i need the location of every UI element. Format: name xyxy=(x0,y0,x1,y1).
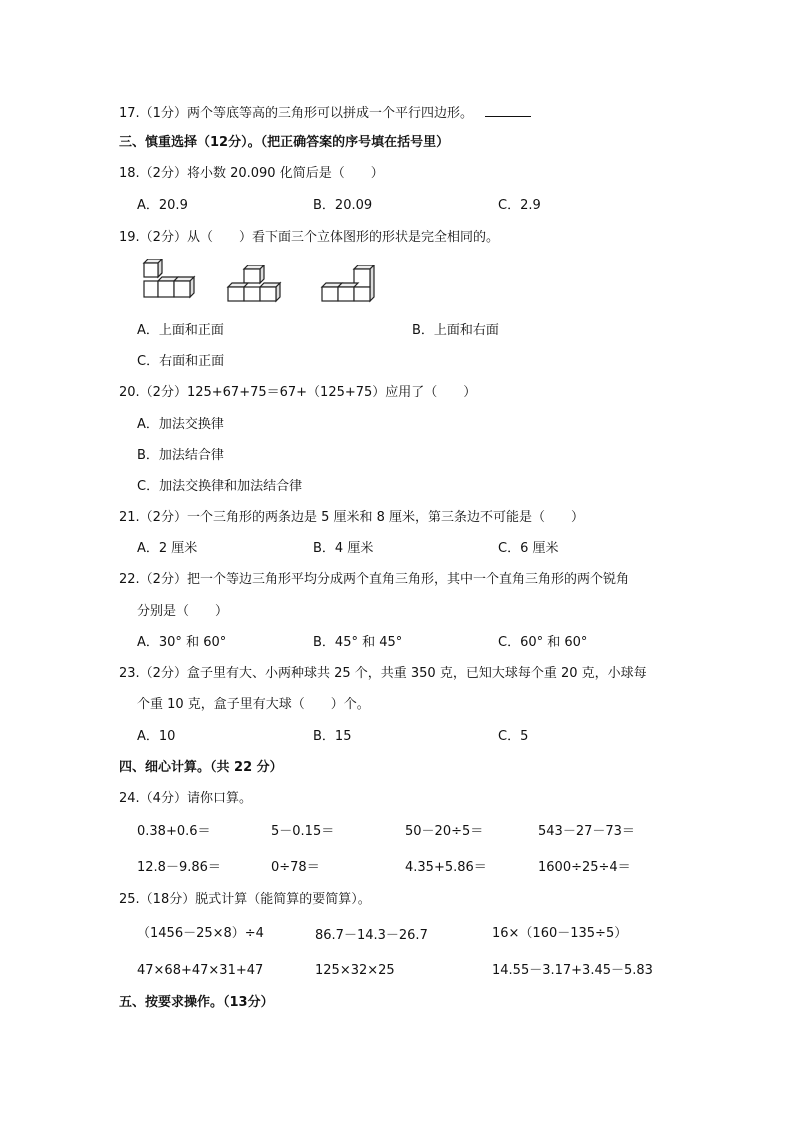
question-25-stem: 25.（18分）脱式计算（能简算的要简算）。 xyxy=(119,892,371,907)
q22-option-a: A．30° 和 60° xyxy=(137,635,227,650)
solid-figure-3 xyxy=(320,265,380,305)
q23-option-b: B．15 xyxy=(313,729,352,744)
q22-option-c: C．60° 和 60° xyxy=(498,635,588,650)
oral-calc-item: 1600÷25÷4＝ xyxy=(538,860,631,875)
section-4-title: 四、细心计算。（共 22 分） xyxy=(119,760,283,775)
q22-option-b: B．45° 和 45° xyxy=(313,635,403,650)
q20-option-b: B．加法结合律 xyxy=(137,448,224,463)
q23-option-c: C．5 xyxy=(498,729,529,744)
question-24-stem: 24.（4分）请你口算。 xyxy=(119,791,252,806)
q21-option-b: B．4 厘米 xyxy=(313,541,374,556)
written-calc-item: 16×（160－135÷5） xyxy=(492,926,628,941)
q23-option-a: A．10 xyxy=(137,729,176,744)
written-calc-item: （1456－25×8）÷4 xyxy=(137,926,264,941)
q20-option-a: A．加法交换律 xyxy=(137,417,224,432)
section-5-title: 五、按要求操作。（13分） xyxy=(119,995,274,1010)
answer-blank[interactable] xyxy=(485,104,531,117)
question-23-stem-line1: 23.（2分）盒子里有大、小两种球共 25 个，共重 350 克，已知大球每个重 20 克，小球每 xyxy=(119,666,647,681)
written-calc-item: 86.7－14.3－26.7 xyxy=(315,928,428,943)
oral-calc-item: 12.8－9.86＝ xyxy=(137,860,221,875)
q18-option-b: B．20.09 xyxy=(313,198,373,213)
q21-option-a: A．2 厘米 xyxy=(137,541,198,556)
q21-option-c: C．6 厘米 xyxy=(498,541,559,556)
solid-figure-1 xyxy=(140,259,202,301)
solid-figure-2 xyxy=(226,265,286,305)
question-17-text: 17.（1分）两个等底等高的三角形可以拼成一个平行四边形。 xyxy=(119,106,473,121)
q18-option-c: C．2.9 xyxy=(498,198,541,213)
q19-option-b: B．上面和右面 xyxy=(412,323,499,338)
written-calc-item: 125×32×25 xyxy=(315,963,395,978)
question-20-stem: 20.（2分）125+67+75＝67+（125+75）应用了（ ） xyxy=(119,385,477,400)
oral-calc-item: 543－27－73＝ xyxy=(538,824,635,839)
q20-option-c: C．加法交换律和加法结合律 xyxy=(137,479,303,494)
question-18-stem: 18.（2分）将小数 20.090 化简后是（ ） xyxy=(119,166,384,181)
section-3-title: 三、慎重选择（12分）。（把正确答案的序号填在括号里） xyxy=(119,135,450,150)
q19-option-a: A．上面和正面 xyxy=(137,323,224,338)
q18-option-a: A．20.9 xyxy=(137,198,188,213)
oral-calc-item: 4.35+5.86＝ xyxy=(405,860,487,875)
written-calc-item: 14.55－3.17+3.45－5.83 xyxy=(492,963,653,978)
written-calc-item: 47×68+47×31+47 xyxy=(137,963,264,978)
question-22-stem-line1: 22.（2分）把一个等边三角形平均分成两个直角三角形，其中一个直角三角形的两个锐角 xyxy=(119,572,629,587)
question-22-stem-line2: 分别是（ ） xyxy=(137,604,229,619)
oral-calc-item: 5－0.15＝ xyxy=(271,824,335,839)
q19-option-c: C．右面和正面 xyxy=(137,354,225,369)
oral-calc-item: 0.38+0.6＝ xyxy=(137,824,211,839)
oral-calc-item: 0÷78＝ xyxy=(271,860,320,875)
question-17 xyxy=(119,104,531,123)
question-21-stem: 21.（2分）一个三角形的两条边是 5 厘米和 8 厘米，第三条边不可能是（ ） xyxy=(119,510,585,525)
question-19-stem: 19.（2分）从（ ）看下面三个立体图形的形状是完全相同的。 xyxy=(119,230,499,245)
oral-calc-item: 50－20÷5＝ xyxy=(405,824,484,839)
question-23-stem-line2: 个重 10 克，盒子里有大球（ ）个。 xyxy=(137,697,370,712)
